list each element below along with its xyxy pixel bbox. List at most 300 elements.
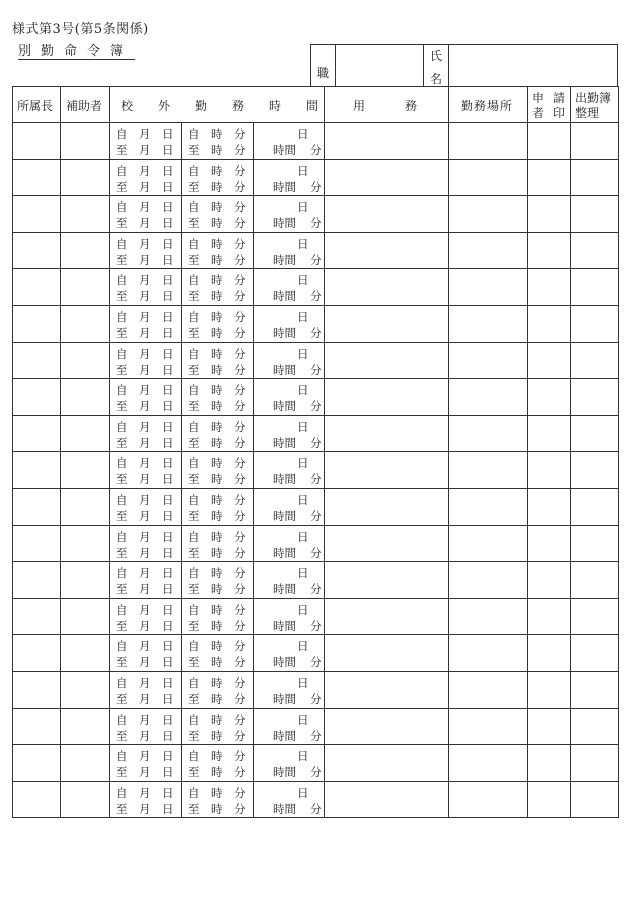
hojo-cell[interactable] <box>61 269 110 305</box>
date-cell[interactable] <box>110 306 182 342</box>
hour-label: 時 <box>211 472 223 487</box>
minute-label: 分 <box>234 252 246 267</box>
yomu-cell[interactable] <box>325 196 449 232</box>
duration-hours <box>273 142 322 158</box>
date-from <box>116 419 174 435</box>
to-mark: 至 <box>116 618 128 633</box>
to-mark: 至 <box>116 472 128 487</box>
date-to <box>116 654 174 670</box>
basho-cell[interactable] <box>449 343 528 379</box>
month-label: 月 <box>139 801 151 816</box>
time-cell[interactable] <box>182 452 254 488</box>
month-label: 月 <box>139 492 151 507</box>
hojo-cell[interactable] <box>61 343 110 379</box>
hour-label: 時 <box>211 273 223 288</box>
day-label: 日 <box>162 419 174 434</box>
yomu-cell[interactable] <box>325 306 449 342</box>
time-from <box>188 602 246 618</box>
duration-cell[interactable] <box>254 599 325 635</box>
shinsei-cell[interactable] <box>528 123 571 159</box>
shoku-field[interactable] <box>336 45 424 87</box>
hour-label: 時 <box>211 639 223 654</box>
hour-label: 時 <box>211 399 223 414</box>
shinsei-cell[interactable] <box>528 599 571 635</box>
to-mark: 至 <box>116 399 128 414</box>
seiri-cell[interactable] <box>571 233 618 269</box>
seiri-cell[interactable] <box>571 745 618 781</box>
hojo-cell[interactable] <box>61 709 110 745</box>
hojo-cell[interactable] <box>61 599 110 635</box>
seiri-cell[interactable] <box>571 123 618 159</box>
to-mark: 至 <box>188 472 200 487</box>
date-cell[interactable] <box>110 562 182 598</box>
month-label: 月 <box>139 362 151 377</box>
hour-label: 時 <box>211 435 223 450</box>
yomu-cell[interactable] <box>325 452 449 488</box>
yomu-cell[interactable] <box>325 635 449 671</box>
duration-cell[interactable] <box>254 233 325 269</box>
shozoku-cell[interactable] <box>13 416 61 452</box>
duration-hours <box>273 398 322 414</box>
duration-cell[interactable] <box>254 745 325 781</box>
date-cell[interactable] <box>110 160 182 196</box>
hours-label: 時間 <box>273 801 296 816</box>
time-cell[interactable] <box>182 306 254 342</box>
seiri-cell[interactable] <box>571 343 618 379</box>
shozoku-cell[interactable] <box>13 452 61 488</box>
duration-cell[interactable] <box>254 635 325 671</box>
month-label: 月 <box>139 216 151 231</box>
basho-cell[interactable] <box>449 269 528 305</box>
shinsei-cell[interactable] <box>528 269 571 305</box>
time-from <box>188 565 246 581</box>
hojo-cell[interactable] <box>61 672 110 708</box>
hojo-cell[interactable] <box>61 489 110 525</box>
seiri-cell[interactable] <box>571 269 618 305</box>
basho-cell[interactable] <box>449 452 528 488</box>
date-from <box>116 163 174 179</box>
day-label: 日 <box>162 252 174 267</box>
basho-cell[interactable] <box>449 123 528 159</box>
date-from <box>116 785 174 801</box>
seiri-cell[interactable] <box>571 709 618 745</box>
date-cell[interactable] <box>110 416 182 452</box>
shozoku-cell[interactable] <box>13 672 61 708</box>
duration-hours <box>273 545 322 561</box>
hour-label: 時 <box>211 127 223 141</box>
date-cell[interactable] <box>110 269 182 305</box>
shozoku-cell[interactable] <box>13 233 61 269</box>
hojo-cell[interactable] <box>61 452 110 488</box>
col-seiri-label-1: 出勤簿 <box>575 91 612 105</box>
seiri-cell[interactable] <box>571 196 618 232</box>
time-cell[interactable] <box>182 123 254 159</box>
shinsei-cell[interactable] <box>528 416 571 452</box>
time-to <box>188 142 246 158</box>
month-label: 月 <box>139 655 151 670</box>
hour-label: 時 <box>211 236 223 251</box>
shozoku-cell[interactable] <box>13 526 61 562</box>
shozoku-cell[interactable] <box>13 745 61 781</box>
col-yomu <box>325 87 458 122</box>
duration-cell[interactable] <box>254 123 325 159</box>
from-mark: 自 <box>116 346 128 361</box>
basho-cell[interactable] <box>449 233 528 269</box>
to-mark: 至 <box>116 582 128 597</box>
duration-days <box>297 199 309 215</box>
shinsei-cell[interactable] <box>528 672 571 708</box>
duration-days <box>297 163 309 179</box>
to-mark: 至 <box>188 545 200 560</box>
hojo-cell[interactable] <box>61 562 110 598</box>
seiri-cell[interactable] <box>571 416 618 452</box>
table-row <box>12 745 619 782</box>
date-cell[interactable] <box>110 343 182 379</box>
day-label: 日 <box>297 639 309 654</box>
duration-days <box>297 419 309 435</box>
shinsei-cell[interactable] <box>528 562 571 598</box>
basho-cell[interactable] <box>449 782 528 818</box>
date-to <box>116 435 174 451</box>
hours-label: 時間 <box>273 179 296 194</box>
date-cell[interactable] <box>110 709 182 745</box>
day-label: 日 <box>162 179 174 194</box>
date-cell[interactable] <box>110 526 182 562</box>
shinsei-cell[interactable] <box>528 489 571 525</box>
yomu-cell[interactable] <box>325 233 449 269</box>
shozoku-cell[interactable] <box>13 709 61 745</box>
yomu-cell[interactable] <box>325 709 449 745</box>
date-to <box>116 362 174 378</box>
duration-cell[interactable] <box>254 452 325 488</box>
shinsei-cell[interactable] <box>528 709 571 745</box>
shinsei-cell[interactable] <box>528 160 571 196</box>
shozoku-cell[interactable] <box>13 269 61 305</box>
time-cell[interactable] <box>182 233 254 269</box>
from-mark: 自 <box>116 163 128 178</box>
month-label: 月 <box>139 712 151 727</box>
time-cell[interactable] <box>182 635 254 671</box>
basho-cell[interactable] <box>449 306 528 342</box>
shimei-label-2: 名 <box>430 72 443 86</box>
month-label: 月 <box>139 508 151 523</box>
time-cell[interactable] <box>182 269 254 305</box>
month-label: 月 <box>139 582 151 597</box>
duration-cell[interactable] <box>254 416 325 452</box>
seiri-cell[interactable] <box>571 526 618 562</box>
duration-cell[interactable] <box>254 672 325 708</box>
minute-label: 分 <box>234 785 246 800</box>
hojo-cell[interactable] <box>61 306 110 342</box>
day-label: 日 <box>162 801 174 816</box>
seiri-cell[interactable] <box>571 452 618 488</box>
hojo-cell[interactable] <box>61 416 110 452</box>
basho-cell[interactable] <box>449 416 528 452</box>
basho-cell[interactable] <box>449 489 528 525</box>
shinsei-cell[interactable] <box>528 526 571 562</box>
minute-label: 分 <box>310 691 322 706</box>
from-mark: 自 <box>188 602 200 617</box>
document-title: 別勤命令簿 <box>18 44 134 59</box>
minute-label: 分 <box>234 325 246 340</box>
yomu-cell[interactable] <box>325 269 449 305</box>
hojo-cell[interactable] <box>61 635 110 671</box>
date-cell[interactable] <box>110 672 182 708</box>
time-to <box>188 618 246 634</box>
basho-cell[interactable] <box>449 526 528 562</box>
time-cell[interactable] <box>182 160 254 196</box>
basho-cell[interactable] <box>449 562 528 598</box>
shozoku-cell[interactable] <box>13 196 61 232</box>
day-label: 日 <box>297 309 309 324</box>
date-cell[interactable] <box>110 123 182 159</box>
time-cell[interactable] <box>182 196 254 232</box>
shozoku-cell[interactable] <box>13 160 61 196</box>
yomu-cell[interactable] <box>325 416 449 452</box>
basho-cell[interactable] <box>449 379 528 415</box>
to-mark: 至 <box>116 179 128 194</box>
shinsei-cell[interactable] <box>528 635 571 671</box>
day-label: 日 <box>162 566 174 581</box>
month-label: 月 <box>139 529 151 544</box>
shozoku-cell[interactable] <box>13 599 61 635</box>
minute-label: 分 <box>234 383 246 398</box>
hour-label: 時 <box>211 529 223 544</box>
seiri-cell[interactable] <box>571 672 618 708</box>
time-from <box>188 712 246 728</box>
hojo-cell[interactable] <box>61 745 110 781</box>
shinsei-cell[interactable] <box>528 196 571 232</box>
date-cell[interactable] <box>110 782 182 818</box>
shinsei-cell[interactable] <box>528 782 571 818</box>
shimei-field[interactable] <box>449 45 617 87</box>
date-to <box>116 398 174 414</box>
time-cell[interactable] <box>182 562 254 598</box>
yomu-cell[interactable] <box>325 379 449 415</box>
hours-label: 時間 <box>273 691 296 706</box>
month-label: 月 <box>139 325 151 340</box>
from-mark: 自 <box>116 749 128 764</box>
time-cell[interactable] <box>182 489 254 525</box>
basho-cell[interactable] <box>449 635 528 671</box>
hours-label: 時間 <box>273 508 296 523</box>
seiri-cell[interactable] <box>571 599 618 635</box>
seiri-cell[interactable] <box>571 306 618 342</box>
shozoku-cell[interactable] <box>13 306 61 342</box>
hour-label: 時 <box>211 712 223 727</box>
time-cell[interactable] <box>182 379 254 415</box>
time-cell[interactable] <box>182 672 254 708</box>
day-label: 日 <box>297 675 309 690</box>
date-cell[interactable] <box>110 745 182 781</box>
duration-cell[interactable] <box>254 379 325 415</box>
time-cell[interactable] <box>182 526 254 562</box>
time-from <box>188 748 246 764</box>
hour-label: 時 <box>211 309 223 324</box>
order-table <box>12 86 619 818</box>
date-cell[interactable] <box>110 635 182 671</box>
time-cell[interactable] <box>182 782 254 818</box>
shozoku-cell[interactable] <box>13 123 61 159</box>
hojo-cell[interactable] <box>61 379 110 415</box>
month-label: 月 <box>139 309 151 324</box>
minute-label: 分 <box>234 492 246 507</box>
duration-cell[interactable] <box>254 489 325 525</box>
shozoku-cell[interactable] <box>13 782 61 818</box>
from-mark: 自 <box>188 639 200 654</box>
shinsei-cell[interactable] <box>528 306 571 342</box>
from-mark: 自 <box>116 200 128 215</box>
month-label: 月 <box>139 399 151 414</box>
month-label: 月 <box>139 728 151 743</box>
basho-cell[interactable] <box>449 745 528 781</box>
minute-label: 分 <box>310 399 322 414</box>
hojo-cell[interactable] <box>61 123 110 159</box>
from-mark: 自 <box>188 675 200 690</box>
day-label: 日 <box>162 712 174 727</box>
yomu-cell[interactable] <box>325 745 449 781</box>
basho-cell[interactable] <box>449 599 528 635</box>
day-label: 日 <box>162 508 174 523</box>
from-mark: 自 <box>188 529 200 544</box>
duration-cell[interactable] <box>254 343 325 379</box>
to-mark: 至 <box>116 801 128 816</box>
hojo-cell[interactable] <box>61 233 110 269</box>
minute-label: 分 <box>234 728 246 743</box>
duration-cell[interactable] <box>254 562 325 598</box>
minute-label: 分 <box>234 362 246 377</box>
day-label: 日 <box>162 435 174 450</box>
shozoku-cell[interactable] <box>13 635 61 671</box>
shozoku-cell[interactable] <box>13 343 61 379</box>
shinsei-cell[interactable] <box>528 745 571 781</box>
time-to <box>188 545 246 561</box>
month-label: 月 <box>139 472 151 487</box>
shinsei-cell[interactable] <box>528 452 571 488</box>
col-seiri <box>571 87 619 122</box>
time-from <box>188 163 246 179</box>
duration-hours <box>273 618 322 634</box>
shozoku-cell[interactable] <box>13 489 61 525</box>
duration-cell[interactable] <box>254 196 325 232</box>
yomu-cell[interactable] <box>325 782 449 818</box>
col-kogai <box>110 87 344 122</box>
basho-cell[interactable] <box>449 160 528 196</box>
basho-cell[interactable] <box>449 672 528 708</box>
basho-cell[interactable] <box>449 709 528 745</box>
duration-cell[interactable] <box>254 269 325 305</box>
yomu-cell[interactable] <box>325 672 449 708</box>
date-from <box>116 748 174 764</box>
from-mark: 自 <box>188 309 200 324</box>
duration-cell[interactable] <box>254 782 325 818</box>
date-cell[interactable] <box>110 452 182 488</box>
seiri-cell[interactable] <box>571 562 618 598</box>
minute-label: 分 <box>310 545 322 560</box>
minute-label: 分 <box>234 127 246 141</box>
seiri-cell[interactable] <box>571 489 618 525</box>
minute-label: 分 <box>234 472 246 487</box>
date-cell[interactable] <box>110 599 182 635</box>
basho-cell[interactable] <box>449 196 528 232</box>
hojo-cell[interactable] <box>61 526 110 562</box>
duration-cell[interactable] <box>254 306 325 342</box>
time-from <box>188 382 246 398</box>
time-to <box>188 654 246 670</box>
duration-cell[interactable] <box>254 709 325 745</box>
to-mark: 至 <box>188 325 200 340</box>
date-cell[interactable] <box>110 233 182 269</box>
time-cell[interactable] <box>182 416 254 452</box>
month-label: 月 <box>139 566 151 581</box>
date-cell[interactable] <box>110 489 182 525</box>
to-mark: 至 <box>116 143 128 157</box>
time-cell[interactable] <box>182 745 254 781</box>
to-mark: 至 <box>116 691 128 706</box>
date-from <box>116 492 174 508</box>
date-to <box>116 471 174 487</box>
to-mark: 至 <box>188 399 200 414</box>
shozoku-cell[interactable] <box>13 379 61 415</box>
time-cell[interactable] <box>182 709 254 745</box>
month-label: 月 <box>139 143 151 157</box>
date-to <box>116 508 174 524</box>
shozoku-cell[interactable] <box>13 562 61 598</box>
duration-cell[interactable] <box>254 160 325 196</box>
table-row <box>12 635 619 672</box>
yomu-cell[interactable] <box>325 160 449 196</box>
shinsei-cell[interactable] <box>528 343 571 379</box>
yomu-cell[interactable] <box>325 562 449 598</box>
duration-hours <box>273 691 322 707</box>
yomu-cell[interactable] <box>325 599 449 635</box>
from-mark: 自 <box>116 529 128 544</box>
minute-label: 分 <box>234 419 246 434</box>
col-yomu-label: 用務 <box>353 99 458 113</box>
shoku-label: 職 <box>317 66 330 80</box>
time-cell[interactable] <box>182 599 254 635</box>
seiri-cell[interactable] <box>571 635 618 671</box>
hojo-cell[interactable] <box>61 160 110 196</box>
seiri-cell[interactable] <box>571 379 618 415</box>
minute-label: 分 <box>234 529 246 544</box>
shinsei-cell[interactable] <box>528 379 571 415</box>
date-cell[interactable] <box>110 196 182 232</box>
from-mark: 自 <box>188 383 200 398</box>
yomu-cell[interactable] <box>325 489 449 525</box>
yomu-cell[interactable] <box>325 343 449 379</box>
yomu-cell[interactable] <box>325 123 449 159</box>
from-mark: 自 <box>116 236 128 251</box>
seiri-cell[interactable] <box>571 782 618 818</box>
hour-label: 時 <box>211 675 223 690</box>
time-cell[interactable] <box>182 343 254 379</box>
day-label: 日 <box>297 529 309 544</box>
day-label: 日 <box>297 236 309 251</box>
hojo-cell[interactable] <box>61 196 110 232</box>
hojo-cell[interactable] <box>61 782 110 818</box>
date-cell[interactable] <box>110 379 182 415</box>
from-mark: 自 <box>188 419 200 434</box>
shinsei-cell[interactable] <box>528 233 571 269</box>
month-label: 月 <box>139 602 151 617</box>
minute-label: 分 <box>234 200 246 215</box>
yomu-cell[interactable] <box>325 526 449 562</box>
duration-cell[interactable] <box>254 526 325 562</box>
seiri-cell[interactable] <box>571 160 618 196</box>
date-to <box>116 581 174 597</box>
from-mark: 自 <box>188 163 200 178</box>
